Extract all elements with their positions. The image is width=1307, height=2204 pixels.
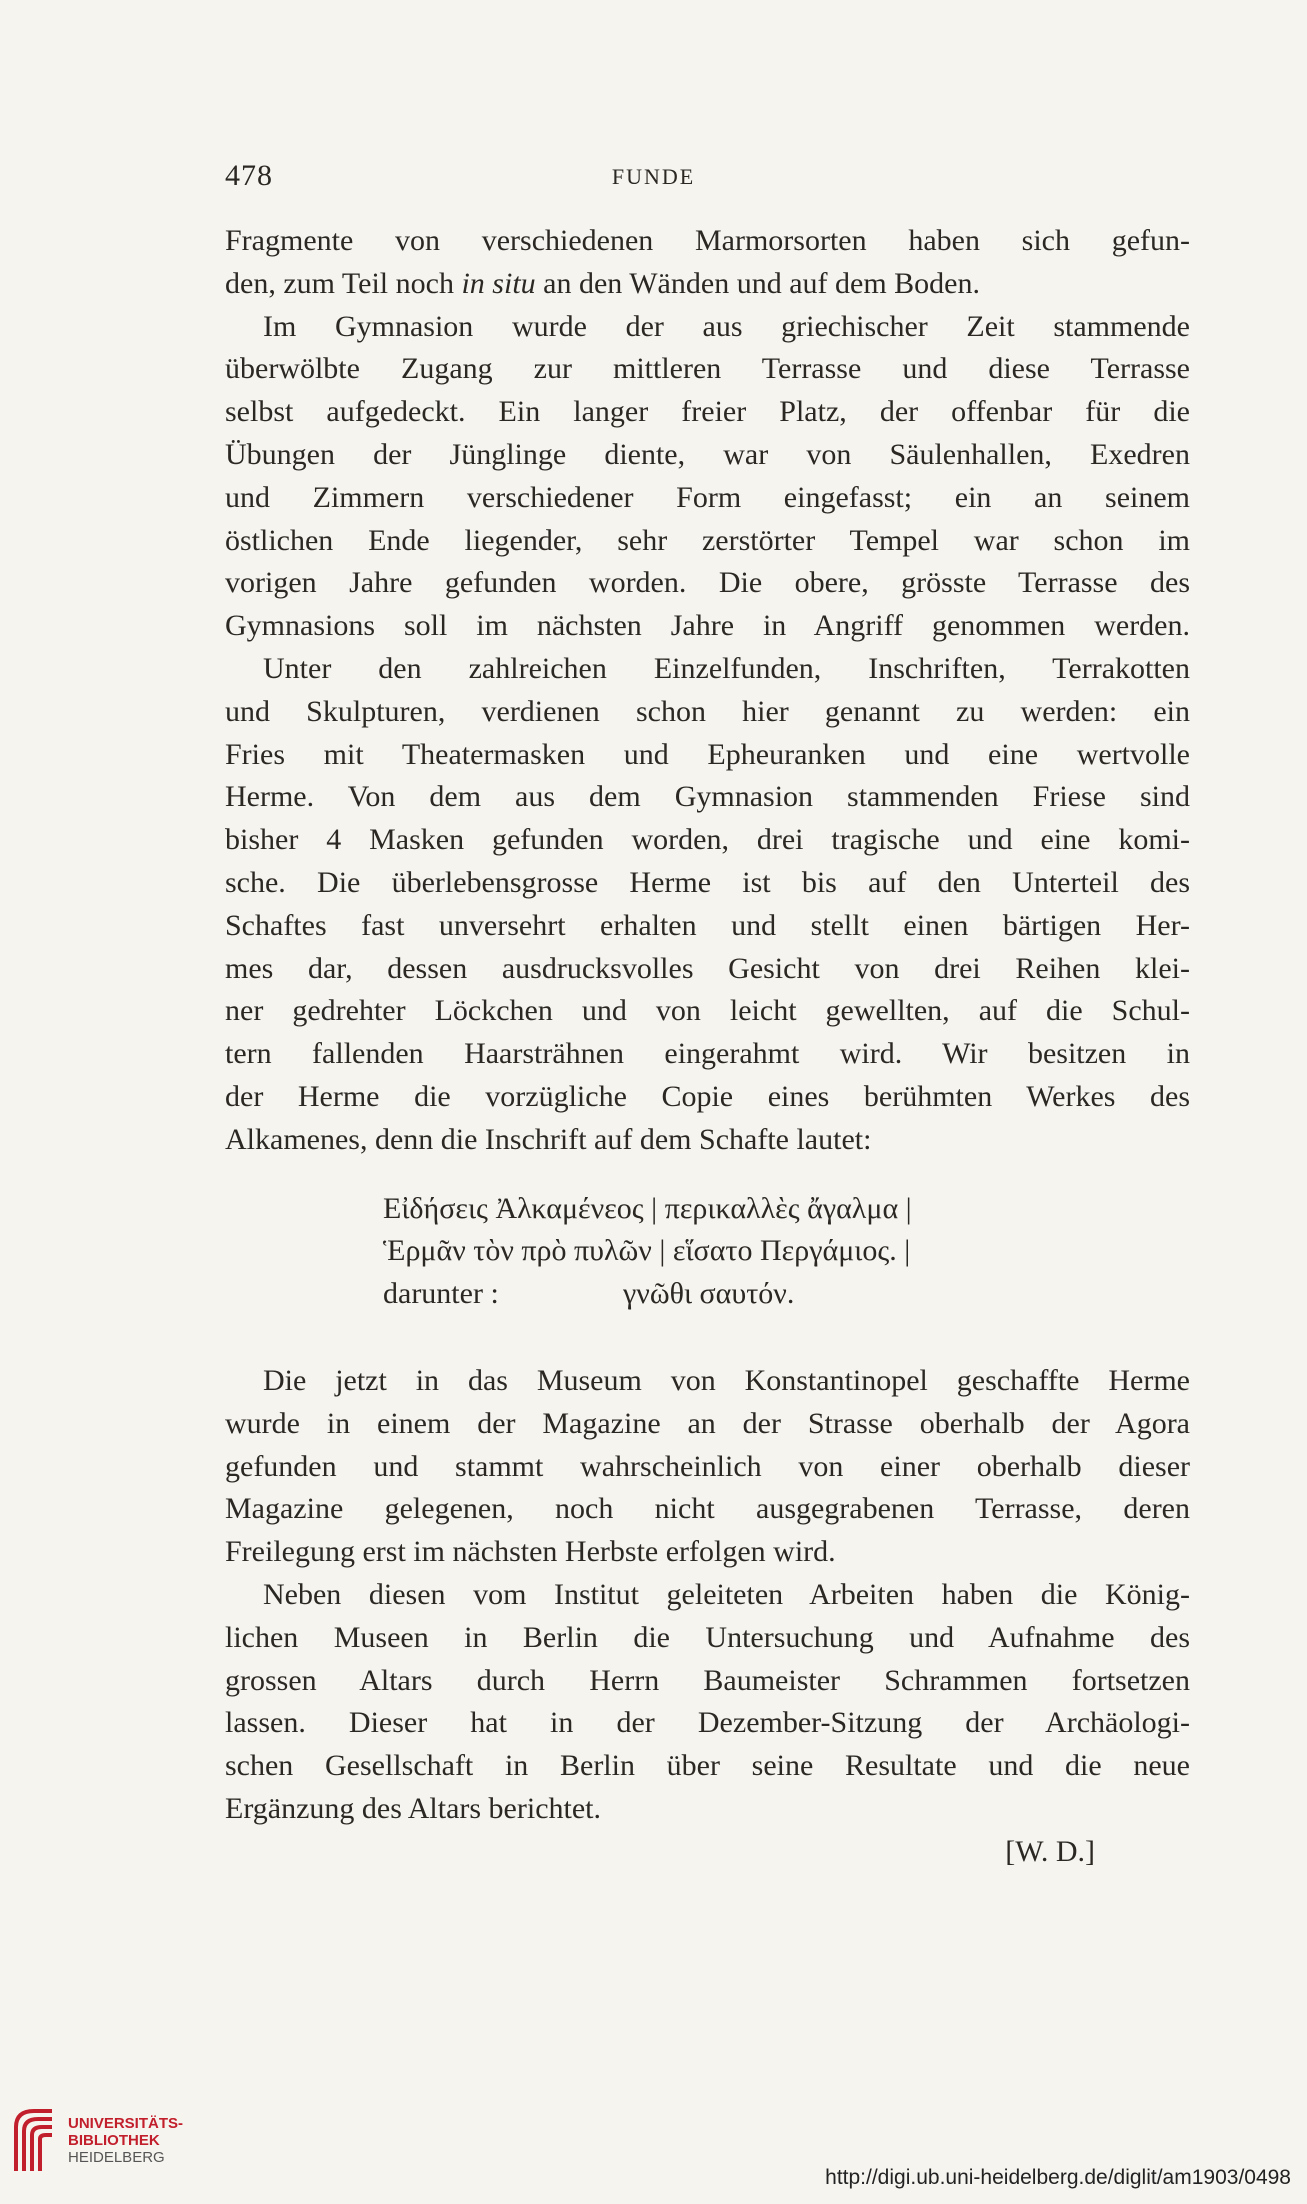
paragraph (225, 1574, 1190, 1831)
page-number: 478 (225, 159, 273, 192)
text-line: Schaftes fast unversehrt erhalten und stellt einen bärtigen Her- (225, 908, 1190, 942)
text-line: vorigen Jahre gefunden worden. Die obere, grösste Terrasse des (225, 566, 1190, 600)
text-line: Die jetzt in das Museum von Konstantinopel geschaffte Herme (263, 1363, 1190, 1397)
text-line: lichen Museen in Berlin die Untersuchung und Aufnahme des (225, 1620, 1190, 1654)
library-logo[interactable] (12, 2105, 183, 2175)
text-line: östlichen Ende liegender, sehr zerstörter Tempel war schon im (225, 523, 1190, 557)
text-line: und Zimmern verschiedener Form eingefasst; ein an seinem (225, 480, 1190, 514)
source-url-link[interactable]: http://digi.ub.uni-heidelberg.de/diglit/am1903/0498 (825, 2166, 1291, 2189)
inscription-line: Εἰδήσεις Ἀλκαμένεος | περικαλλὲς ἄγαλμα | (383, 1191, 912, 1225)
inscription-label: darunter : (383, 1277, 499, 1311)
text-line: grossen Altars durch Herrn Baumeister Schrammen fortsetzen (225, 1663, 1190, 1697)
text-line: wurde in einem der Magazine an der Strasse oberhalb der Agora (225, 1406, 1190, 1440)
paragraph (225, 306, 1190, 648)
text-line: mes dar, dessen ausdrucksvolles Gesicht von drei Reihen klei- (225, 951, 1190, 985)
text-line: gefunden und stammt wahrscheinlich von einer oberhalb dieser (225, 1449, 1190, 1483)
paragraph (225, 220, 1190, 306)
paragraph (225, 1360, 1190, 1574)
text-line: Herme. Von dem aus dem Gymnasion stammenden Friese sind (225, 780, 1190, 814)
text-line: selbst aufgedeckt. Ein langer freier Platz, der offenbar für die (225, 395, 1190, 429)
running-head: FUNDE (611, 164, 696, 189)
inscription (383, 1188, 1190, 1316)
text-line: Fries mit Theatermasken und Epheuranken und eine wertvolle (225, 737, 1190, 771)
text-line: überwölbte Zugang zur mittleren Terrasse und diese Terrasse (225, 352, 1190, 386)
inscription-text: γνῶθι σαυτόν. (623, 1277, 795, 1311)
inscription-line: Ἑρμᾶν τὸν πρὸ πυλῶν | εἵσατο Περγάμιος. | (383, 1234, 911, 1268)
library-emblem-icon (12, 2105, 56, 2175)
signature: [W. D.] (1005, 1834, 1095, 1868)
text-line: sche. Die überlebensgrosse Herme ist bis auf den Unterteil des (225, 865, 1190, 899)
text-line: Ergänzung des Altars berichtet. (225, 1791, 601, 1825)
text-line: Übungen der Jünglinge diente, war von Säulenhallen, Exedren (225, 437, 1190, 471)
text-line: Neben diesen vom Institut geleiteten Arbeiten haben die König- (263, 1577, 1190, 1611)
text-line: lassen. Dieser hat in der Dezember-Sitzung der Archäologi- (225, 1706, 1190, 1740)
text-line: ner gedrehter Löckchen und von leicht gewellten, auf die Schul- (225, 994, 1190, 1028)
text-line: der Herme die vorzügliche Copie eines berühmten Werkes des (225, 1079, 1190, 1113)
text-line: und Skulpturen, verdienen schon hier genannt zu werden: ein (225, 694, 1190, 728)
text-line: den, zum Teil noch in situ an den Wänden und auf dem Boden. (225, 266, 980, 300)
text-line: Alkamenes, denn die Inschrift auf dem Schafte lautet: (225, 1122, 872, 1156)
text-line: bisher 4 Masken gefunden worden, drei tragische und eine komi- (225, 823, 1190, 857)
text-line: schen Gesellschaft in Berlin über seine Resultate und die neue (225, 1749, 1190, 1783)
text-line: tern fallenden Haarsträhnen eingerahmt wird. Wir besitzen in (225, 1037, 1190, 1071)
page-body (225, 220, 1190, 1873)
text-line: Magazine gelegenen, noch nicht ausgegrabenen Terrasse, deren (225, 1492, 1190, 1526)
text-line: Im Gymnasion wurde der aus griechischer Zeit stammende (263, 309, 1190, 343)
text-line: Gymnasions soll im nächsten Jahre in Angriff genommen werden. (225, 609, 1190, 643)
text-line: Unter den zahlreichen Einzelfunden, Inschriften, Terrakotten (263, 651, 1190, 685)
text-line: Freilegung erst im nächsten Herbste erfolgen wird. (225, 1535, 836, 1569)
library-name: UNIVERSITÄTS- BIBLIOTHEK HEIDELBERG (68, 2114, 184, 2166)
paragraph (225, 648, 1190, 1162)
inscription-line (383, 1273, 1190, 1316)
emphasis-text: in situ (461, 266, 536, 300)
text-line: Fragmente von verschiedenen Marmorsorten haben sich gefun- (225, 224, 1190, 257)
